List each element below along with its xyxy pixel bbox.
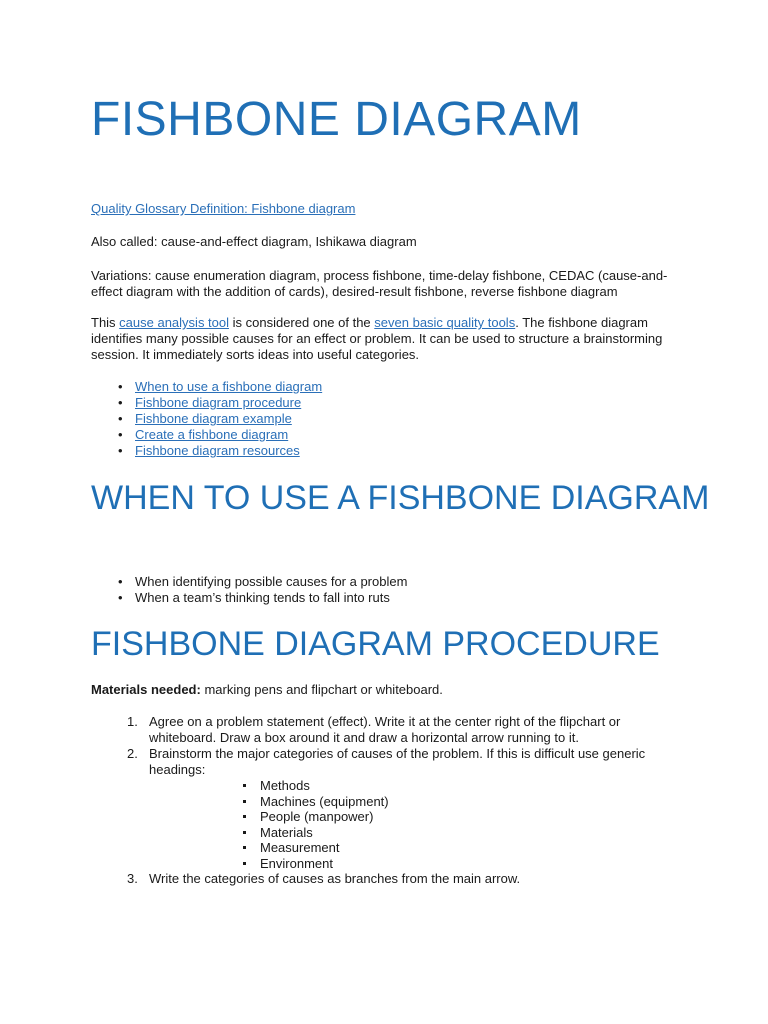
- toc-link-procedure[interactable]: Fishbone diagram procedure: [135, 395, 302, 410]
- generic-heading-text: Machines (equipment): [260, 793, 389, 809]
- bullet-icon: •: [118, 574, 123, 589]
- procedure-heading: FISHBONE DIAGRAM PROCEDURE: [91, 625, 660, 663]
- intro-suffix: . The fishbone diagram identifies many possible causes for an effect or problem. It can be used to structure a brainstorming session. It immediately sorts ideas into useful categories.: [91, 315, 663, 362]
- generic-headings-list: [149, 778, 667, 871]
- table-of-contents: [118, 379, 322, 459]
- step-item: [127, 746, 667, 871]
- square-bullet-icon: [243, 800, 246, 803]
- when-to-use-list: [118, 574, 407, 606]
- toc-link-when-to-use[interactable]: When to use a fishbone diagram: [135, 379, 323, 394]
- bullet-icon: •: [118, 590, 123, 605]
- square-bullet-icon: [243, 846, 246, 849]
- also-called-text: Also called: cause-and-effect diagram, Ishikawa diagram: [91, 234, 417, 249]
- generic-heading-text: Materials: [260, 824, 313, 840]
- generic-heading-item: [243, 809, 667, 825]
- generic-heading-text: Measurement: [260, 840, 340, 855]
- materials-label: Materials needed:: [91, 682, 201, 697]
- toc-item[interactable]: [118, 411, 322, 427]
- generic-heading-item: [243, 825, 667, 841]
- intro-prefix: This: [91, 315, 120, 330]
- toc-item[interactable]: [118, 395, 322, 411]
- seven-basic-quality-tools-link[interactable]: seven basic quality tools: [374, 315, 516, 330]
- generic-heading-item: [243, 794, 667, 810]
- bullet-icon: •: [118, 379, 123, 394]
- materials-text: marking pens and flipchart or whiteboard.: [200, 682, 443, 697]
- toc-link-resources[interactable]: Fishbone diagram resources: [135, 443, 300, 458]
- generic-heading-item: [243, 778, 667, 794]
- square-bullet-icon: [243, 831, 246, 834]
- materials-paragraph: [91, 682, 691, 698]
- generic-heading-text: Methods: [260, 778, 310, 793]
- bullet-icon: •: [118, 427, 123, 442]
- intro-middle: is considered one of the: [229, 315, 375, 330]
- toc-link-example[interactable]: Fishbone diagram example: [135, 411, 292, 426]
- step-text: Write the categories of causes as branches from the main arrow.: [149, 871, 521, 886]
- square-bullet-icon: [243, 784, 246, 787]
- generic-heading-item: [243, 840, 667, 856]
- bullet-icon: •: [118, 411, 123, 426]
- bullet-icon: •: [118, 395, 123, 410]
- generic-heading-item: [243, 856, 667, 872]
- list-item: [118, 590, 407, 606]
- toc-link-create[interactable]: Create a fishbone diagram: [135, 427, 289, 442]
- bullet-icon: •: [118, 443, 123, 458]
- variations-text: Variations: cause enumeration diagram, process fishbone, time-delay fishbone, CEDAC (cause-and-effect diagram with the addition of cards), desired-result fishbone, reverse fishbone diagram: [91, 268, 668, 299]
- generic-heading-text: Environment: [260, 855, 333, 871]
- procedure-steps: [127, 714, 667, 887]
- step-text: Brainstorm the major categories of causes of the problem. If this is difficult use generic headings:: [149, 746, 646, 777]
- step-number: 3.: [127, 871, 138, 886]
- page-title: FISHBONE DIAGRAM: [91, 93, 582, 146]
- square-bullet-icon: [243, 862, 246, 865]
- toc-item[interactable]: [118, 427, 322, 443]
- intro-paragraph: [91, 315, 691, 363]
- list-item: [118, 574, 407, 590]
- step-number: 1.: [127, 714, 138, 729]
- step-item: [127, 871, 667, 887]
- glossary-link[interactable]: Quality Glossary Definition: Fishbone diagram: [91, 201, 356, 216]
- square-bullet-icon: [243, 815, 246, 818]
- glossary-paragraph: [91, 201, 691, 217]
- step-item: [127, 714, 667, 746]
- list-item-text: When identifying possible causes for a problem: [135, 574, 408, 589]
- step-text: Agree on a problem statement (effect). Write it at the center right of the flipchart or whiteboard. Draw a box around it and draw a horizontal arrow running to it.: [149, 714, 621, 745]
- list-item-text: When a team’s thinking tends to fall into ruts: [135, 590, 390, 605]
- step-number: 2.: [127, 746, 138, 761]
- cause-analysis-tool-link[interactable]: cause analysis tool: [119, 315, 230, 330]
- toc-item[interactable]: [118, 379, 322, 395]
- generic-heading-text: People (manpower): [260, 809, 374, 824]
- toc-item[interactable]: [118, 443, 322, 459]
- when-to-use-heading: WHEN TO USE A FISHBONE DIAGRAM: [91, 479, 710, 517]
